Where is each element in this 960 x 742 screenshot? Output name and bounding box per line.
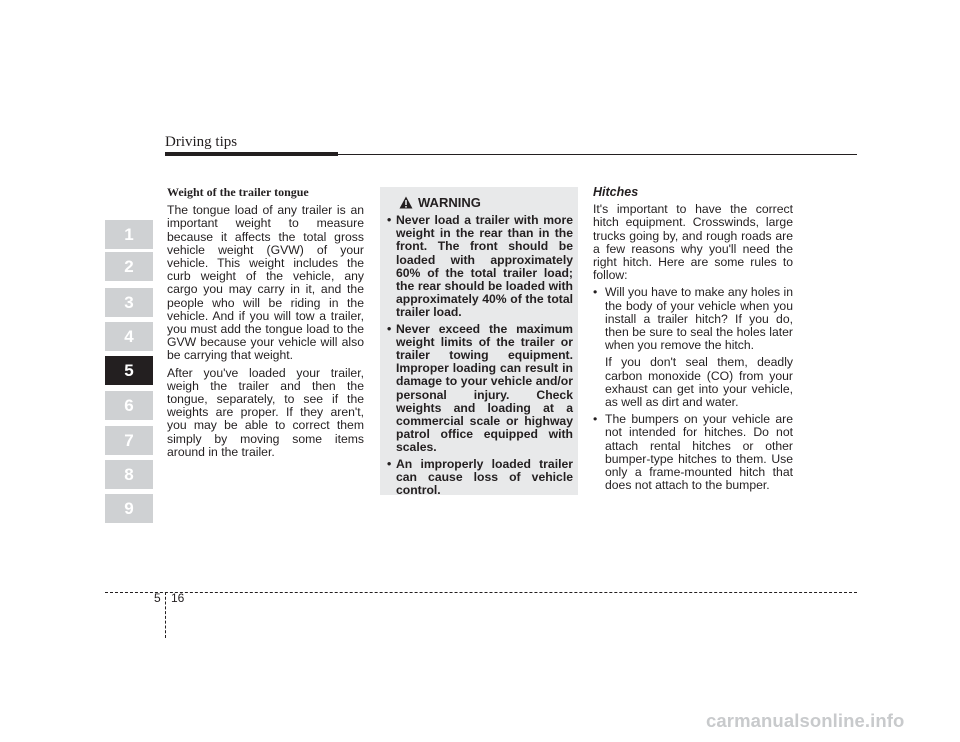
list-item bbox=[593, 286, 793, 409]
chapter-tab-label: 4 bbox=[124, 326, 134, 346]
list-item bbox=[593, 413, 793, 492]
chapter-tab-label: 2 bbox=[124, 256, 134, 276]
chapter-tab-2[interactable] bbox=[105, 252, 153, 281]
bullet: • bbox=[593, 285, 598, 300]
footer-chapter-number: 5 bbox=[154, 591, 161, 605]
footer-page-number: 16 bbox=[171, 591, 185, 605]
footer-rule bbox=[105, 592, 857, 593]
chapter-tab-3[interactable] bbox=[105, 288, 153, 317]
header-bar bbox=[165, 152, 338, 156]
warning-title-text: WARNING bbox=[418, 195, 481, 210]
warning-triangle-icon bbox=[399, 196, 413, 209]
list-item-text: If you don't seal them, deadly carbon monoxide (CO) from your exhaust can get into your vehicle, as well as dirt and water. bbox=[605, 355, 793, 410]
bullet: • bbox=[387, 321, 392, 336]
chapter-tab-7[interactable] bbox=[105, 426, 153, 455]
chapter-tab-5[interactable] bbox=[105, 356, 153, 385]
chapter-tab-8[interactable] bbox=[105, 460, 153, 489]
column-hitches bbox=[593, 186, 793, 496]
chapter-tab-label: 8 bbox=[124, 464, 134, 484]
warning-item bbox=[387, 458, 573, 498]
chapter-tab-label: 7 bbox=[124, 430, 134, 450]
bullet: • bbox=[593, 412, 598, 427]
body-paragraph: The tongue load of any trailer is an important weight to measure because it affects the total gross vehicle weight (GVW) of your vehicle. This weight includes the curb weight of the vehicle, any cargo you may carry in it, and the people who will be riding in the vehicle. And if you will tow a trailer, you must add the tongue load to the GVW because your vehicle will also be carrying that weight. bbox=[167, 203, 364, 363]
warning-item-text: Never exceed the maximum weight limits of the trailer or trailer towing equipment. Improper loading can result in damage to your vehicle and/or personal injury. Check weights and loading at a commercial scale or highway patrol office equipped with scales. bbox=[396, 321, 573, 455]
section-heading: Hitches bbox=[593, 185, 639, 199]
body-paragraph: It's important to have the correct hitch equipment. Crosswinds, large trucks going by, and rough roads are a few reasons why you'll need the right hitch. Here are some rules to follow: bbox=[593, 202, 793, 283]
chapter-tab-1[interactable] bbox=[105, 220, 153, 249]
section-heading: Weight of the trailer tongue bbox=[167, 185, 309, 199]
list-item-text: Will you have to make any holes in the body of your vehicle when you install a trailer hitch? If you do, then be sure to seal the holes later when you remove the hitch. bbox=[605, 285, 793, 353]
chapter-tab-label: 5 bbox=[124, 360, 134, 380]
watermark: carmanualsonline.info bbox=[706, 710, 905, 731]
header-rule bbox=[338, 154, 857, 155]
warning-item bbox=[387, 323, 573, 455]
column-tongue-weight bbox=[167, 186, 364, 463]
chapter-tab-label: 6 bbox=[124, 395, 134, 415]
body-paragraph: After you've loaded your trailer, weigh the trailer and then the tongue, separately, to see if the weights are proper. If they aren't, you may be able to correct them simply by moving some items around in the trailer. bbox=[167, 365, 364, 459]
bullet: • bbox=[387, 456, 392, 471]
chapter-tab-9[interactable] bbox=[105, 494, 153, 523]
chapter-tab-label: 3 bbox=[124, 292, 134, 312]
chapter-tab-label: 9 bbox=[124, 498, 134, 518]
warning-box bbox=[380, 187, 578, 498]
warning-title bbox=[399, 195, 481, 210]
chapter-tab-label: 1 bbox=[124, 224, 134, 244]
bullet: • bbox=[387, 213, 392, 227]
header-title: Driving tips bbox=[165, 134, 238, 150]
list-item-text: The bumpers on your vehicle are not intended for hitches. Do not attach rental hitches or other bumper-type hitches to them. Use only a frame-mounted hitch that does not attach to the bumper. bbox=[605, 412, 793, 493]
warning-item-text: Never load a trailer with more weight in the rear than in the front. The front should be loaded with approximately 60% of the total trailer load; the rear should be loaded with approximately 40% of the total trailer load. bbox=[396, 213, 573, 320]
chapter-tab-6[interactable] bbox=[105, 391, 153, 420]
hitch-rules-list bbox=[593, 286, 793, 492]
warning-list bbox=[387, 214, 573, 500]
chapter-tab-4[interactable] bbox=[105, 322, 153, 351]
warning-item bbox=[387, 214, 573, 320]
footer-divider bbox=[165, 592, 166, 638]
warning-item-text: An improperly loaded trailer can cause loss of vehicle control. bbox=[396, 456, 573, 498]
